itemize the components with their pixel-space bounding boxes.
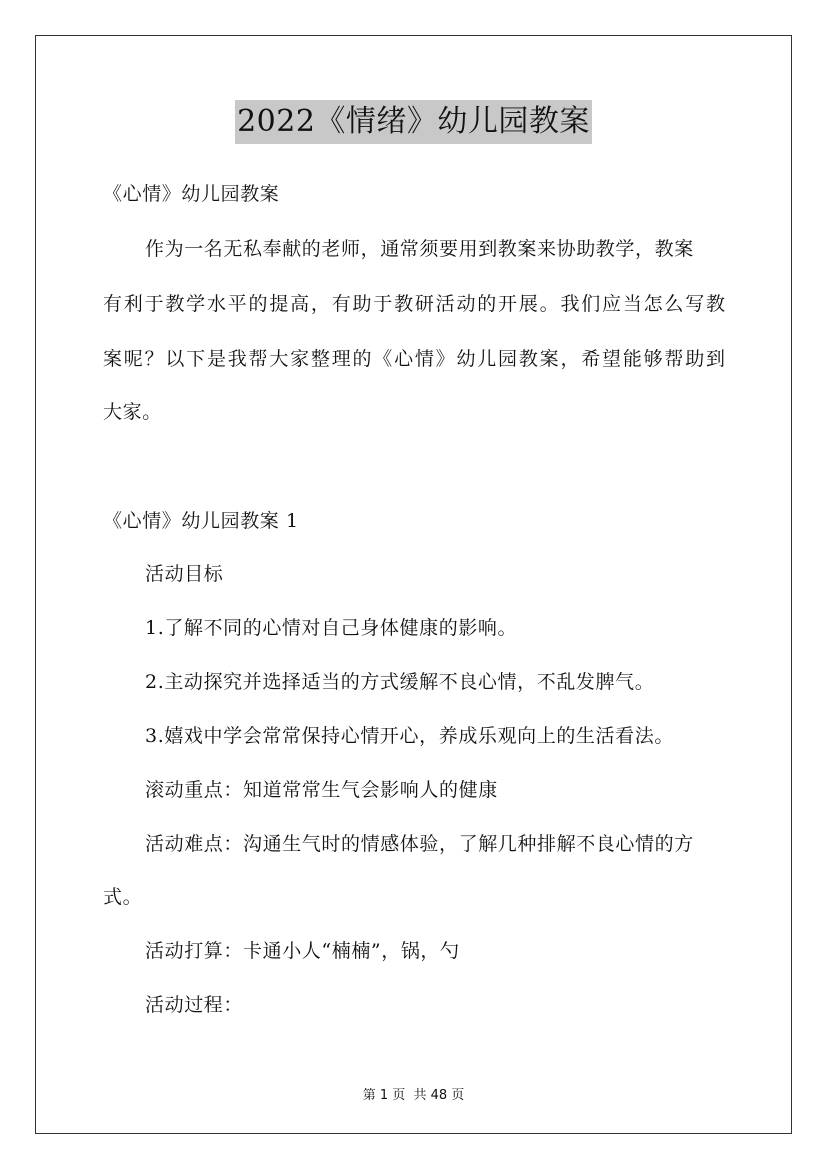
body-line-difficulty: 活动难点：沟通生气时的情感体验，了解几种排解不良心情的方 [145, 833, 694, 855]
body-line-process: 活动过程： [145, 994, 244, 1016]
title-wrap [0, 100, 827, 144]
body-line-goal-1: 1.了解不同的心情对自己身体健康的影响。 [145, 617, 518, 639]
body-line-key-point: 滚动重点：知道常常生气会影响人的健康 [145, 779, 498, 801]
body-line-preparation: 活动打算：卡通小人“楠楠”，锅，勺 [145, 940, 460, 962]
body-line-goal-3: 3.嬉戏中学会常常保持心情开心，养成乐观向上的生活看法。 [145, 725, 674, 747]
subtitle: 《心情》幼儿园教案 [103, 183, 280, 205]
footer-page-number: 第 1 页 [362, 1088, 406, 1103]
document-title: 2022《情绪》幼儿园教案 [235, 100, 592, 144]
section-heading: 《心情》幼儿园教案 1 [103, 510, 299, 532]
footer-total-pages: 共 48 页 [413, 1088, 465, 1103]
body-line-goal-2: 2.主动探究并选择适当的方式缓解不良心情，不乱发脾气。 [145, 671, 655, 693]
body-line-objectives: 活动目标 [145, 563, 224, 585]
body-line-difficulty-cont: 式。 [103, 886, 143, 908]
intro-line-2: 有利于教学水平的提高，有助于教研活动的开展。我们应当怎么写教 [103, 293, 725, 315]
page-footer [0, 1084, 827, 1103]
intro-line-3: 案呢？以下是我帮大家整理的《心情》幼儿园教案，希望能够帮助到 [103, 348, 725, 370]
intro-line-1: 作为一名无私奉献的老师，通常须要用到教案来协助教学，教案 [145, 238, 694, 260]
intro-line-4: 大家。 [103, 401, 162, 423]
